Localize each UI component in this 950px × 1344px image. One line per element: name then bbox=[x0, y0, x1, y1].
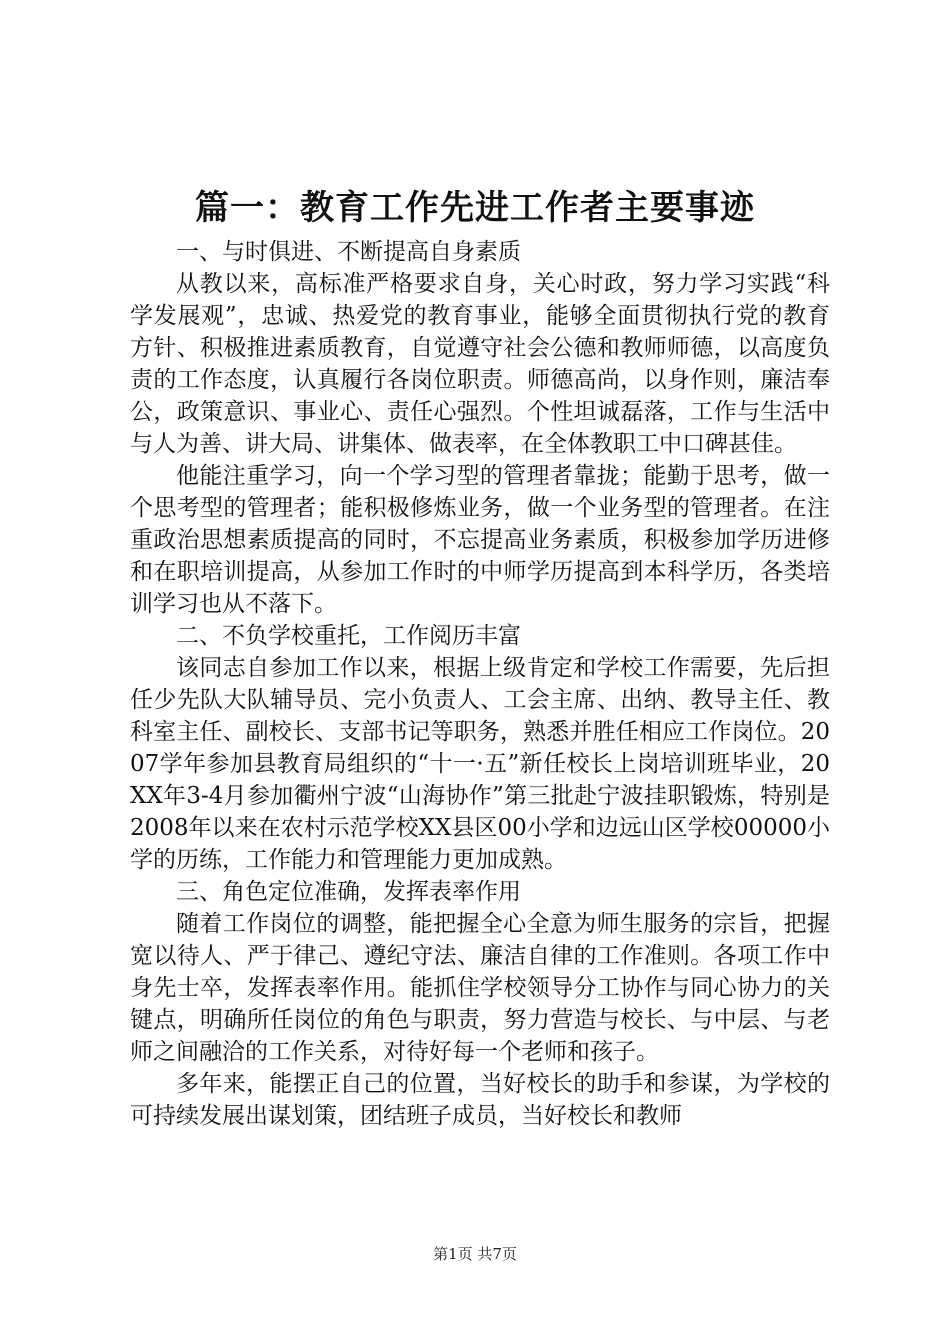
paragraph-3: 该同志自参加工作以来，根据上级肯定和学校工作需要，先后担任少先队大队辅导员、完小负责人、工会主席、出纳、教导主任、教科室主任、副校长、支部书记等职务，熟悉并胜任相应工作岗位。2007学年参加县教育局组织的“十一·五”新任校长上岗培训班毕业，20XX年3-4月参加衢州宁波“山海协作”第三批赴宁波挂职锻炼，特别是2008年以来在农村示范学校XX县区00小学和边远山区学校00000小学的历练，工作能力和管理能力更加成熟。 bbox=[130, 655, 830, 873]
paragraph-5: 多年来，能摆正自己的位置，当好校长的助手和参谋，为学校的可持续发展出谋划策，团结班子成员，当好校长和教师 bbox=[130, 1071, 830, 1129]
section-heading-1: 一、与时俱进、不断提高自身素质 bbox=[176, 239, 521, 265]
document-title: 篇一：教育工作先进工作者主要事迹 bbox=[195, 188, 755, 228]
section-heading-3: 三、角色定位准确，发挥表率作用 bbox=[176, 879, 521, 905]
document-body bbox=[130, 236, 830, 1132]
page-number-footer: 第1页 共7页 bbox=[433, 1245, 517, 1263]
paragraph-1: 从教以来，高标准严格要求自身，关心时政，努力学习实践“科学发展观”，忠诚、热爱党的教育事业，能够全面贯彻执行党的教育方针、积极推进素质教育，自觉遵守社会公德和教师师德，以高度负责的工作态度，认真履行各岗位职责。师德高尚，以身作则，廉洁奉公，政策意识、事业心、责任心强烈。个性坦诚磊落，工作与生活中与人为善、讲大局、讲集体、做表率，在全体教职工中口碑甚佳。 bbox=[130, 271, 830, 457]
section-heading-2: 二、不负学校重托，工作阅历丰富 bbox=[176, 623, 521, 649]
paragraph-2: 他能注重学习，向一个学习型的管理者靠拢；能勤于思考，做一个思考型的管理者；能积极修炼业务，做一个业务型的管理者。在注重政治思想素质提高的同时，不忘提高业务素质，积极参加学历进修和在职培训提高，从参加工作时的中师学历提高到本科学历，各类培训学习也从不落下。 bbox=[130, 463, 830, 617]
paragraph-4: 随着工作岗位的调整，能把握全心全意为师生服务的宗旨，把握宽以待人、严于律己、遵纪守法、廉洁自律的工作准则。各项工作中身先士卒，发挥表率作用。能抓住学校领导分工协作与同心协力的关键点，明确所任岗位的角色与职责，努力营造与校长、与中层、与老师之间融洽的工作关系，对待好每一个老师和孩子。 bbox=[130, 911, 830, 1065]
